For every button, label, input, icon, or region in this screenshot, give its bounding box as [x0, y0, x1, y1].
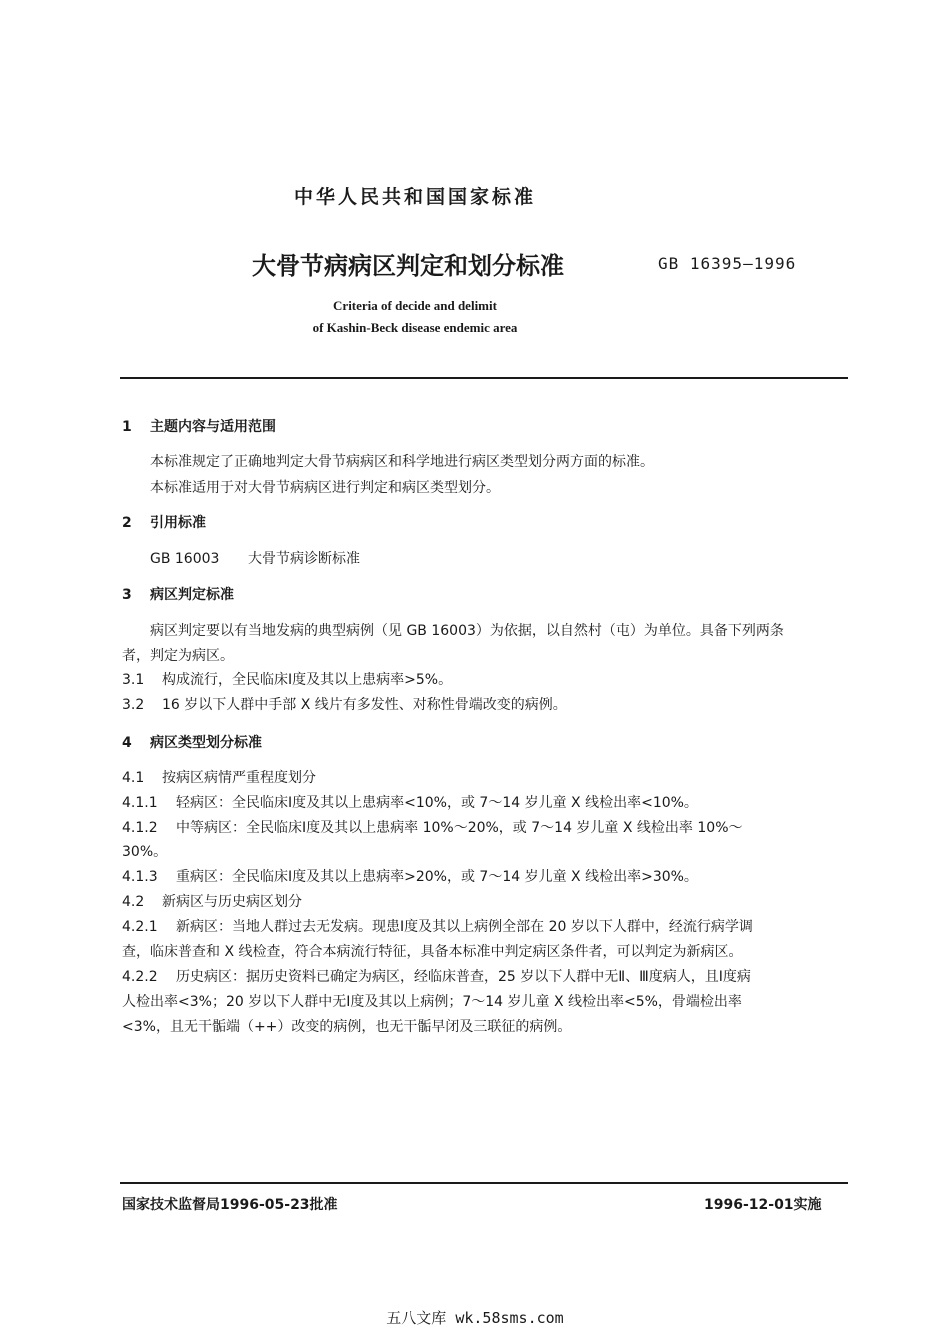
clause-3-1 — [122, 669, 452, 689]
clause-text: 构成流行，全民临床Ⅰ度及其以上患病率>5%。 — [162, 672, 453, 688]
clause-text: 按病区病情严重程度划分 — [162, 770, 316, 786]
clause-4-2-2-continuation-1: 人检出率<3%；20 岁以下人群中无Ⅰ度及其以上病例；7～14 岁儿童 X 线检出率<5%，骨端检出率 — [122, 994, 742, 1010]
clause-text: 16 岁以下人群中手部 X 线片有多发性、对称性骨端改变的病例。 — [162, 697, 567, 713]
clause-4-1-2-continuation: 30%。 — [122, 844, 168, 860]
section-title: 病区判定标准 — [150, 587, 234, 603]
reference-title: 大骨节病诊断标准 — [248, 551, 360, 567]
section-1-paragraph-2: 本标准适用于对大骨节病病区进行判定和病区类型划分。 — [150, 480, 500, 496]
site-watermark: 五八文库 wk.58sms.com — [386, 1309, 564, 1327]
section-number: 1 — [122, 419, 132, 435]
clause-number: 3.1 — [122, 672, 145, 688]
section-2-heading — [122, 512, 206, 532]
clause-3-2 — [122, 694, 567, 714]
section-number: 4 — [122, 735, 132, 751]
clause-text: 重病区：全民临床Ⅰ度及其以上患病率>20%，或 7～14 岁儿童 X 线检出率>30%。 — [176, 869, 698, 885]
section-number: 2 — [122, 515, 132, 531]
clause-4-2-1-continuation: 查，临床普查和 X 线检查，符合本病流行特征，具备本标准中判定病区条件者，可以判定为新病区。 — [122, 944, 743, 960]
clause-4-1-1 — [122, 792, 698, 812]
header-divider — [120, 377, 848, 379]
reference-standard — [150, 548, 360, 568]
clause-number: 4.2 — [122, 894, 145, 910]
clause-number: 4.1.3 — [122, 869, 158, 885]
clause-number: 3.2 — [122, 697, 145, 713]
section-title: 病区类型划分标准 — [150, 735, 262, 751]
section-1-heading — [122, 416, 276, 436]
clause-4-2-2-continuation-2: <3%，且无干骺端（++）改变的病例，也无干骺早闭及三联征的病例。 — [122, 1019, 572, 1035]
section-3-heading — [122, 584, 234, 604]
english-title-line-1: Criteria of decide and delimit — [333, 298, 497, 313]
clause-4-2-2 — [122, 966, 751, 986]
clause-4-1-2 — [122, 817, 743, 837]
clause-4-1-3 — [122, 866, 698, 886]
clause-4-1 — [122, 767, 316, 787]
approval-date: 国家技术监督局1996-05-23批准 — [122, 1197, 338, 1213]
clause-number: 4.1.1 — [122, 795, 158, 811]
clause-text: 轻病区：全民临床Ⅰ度及其以上患病率<10%，或 7～14 岁儿童 X 线检出率<10%。 — [176, 795, 698, 811]
clause-4-2-1 — [122, 916, 753, 936]
section-title: 主题内容与适用范围 — [150, 419, 276, 435]
clause-number: 4.2.1 — [122, 919, 158, 935]
footer-divider — [120, 1182, 848, 1184]
section-4-heading — [122, 732, 262, 752]
english-title-line-2: of Kashin-Beck disease endemic area — [312, 320, 518, 335]
clause-4-2 — [122, 891, 302, 911]
standard-code: GB 16395—1996 — [658, 254, 797, 273]
clause-number: 4.1.2 — [122, 820, 158, 836]
section-3-paragraph-line-1: 病区判定要以有当地发病的典型病例（见 GB 16003）为依据，以自然村（屯）为单位。具备下列两条 — [150, 623, 784, 639]
clause-text: 中等病区：全民临床Ⅰ度及其以上患病率 10%～20%，或 7～14 岁儿童 X 线检出率 10%～ — [176, 820, 743, 836]
document-title: 大骨节病病区判定和划分标准 — [252, 252, 564, 280]
clause-text: 历史病区：据历史资料已确定为病区，经临床普查，25 岁以下人群中无Ⅱ、Ⅲ度病人，且Ⅰ度病 — [176, 969, 751, 985]
standard-series-title: 中华人民共和国国家标准 — [293, 186, 536, 208]
section-1-paragraph-1: 本标准规定了正确地判定大骨节病病区和科学地进行病区类型划分两方面的标准。 — [150, 454, 654, 470]
effective-date: 1996-12-01实施 — [704, 1197, 822, 1213]
section-3-paragraph-line-2: 者，判定为病区。 — [122, 648, 234, 664]
clause-number: 4.1 — [122, 770, 145, 786]
section-title: 引用标准 — [150, 515, 206, 531]
clause-text: 新病区与历史病区划分 — [162, 894, 302, 910]
clause-number: 4.2.2 — [122, 969, 158, 985]
section-number: 3 — [122, 587, 132, 603]
clause-text: 新病区：当地人群过去无发病。现患Ⅰ度及其以上病例全部在 20 岁以下人群中，经流行病学调 — [176, 919, 753, 935]
reference-code: GB 16003 — [150, 551, 220, 567]
